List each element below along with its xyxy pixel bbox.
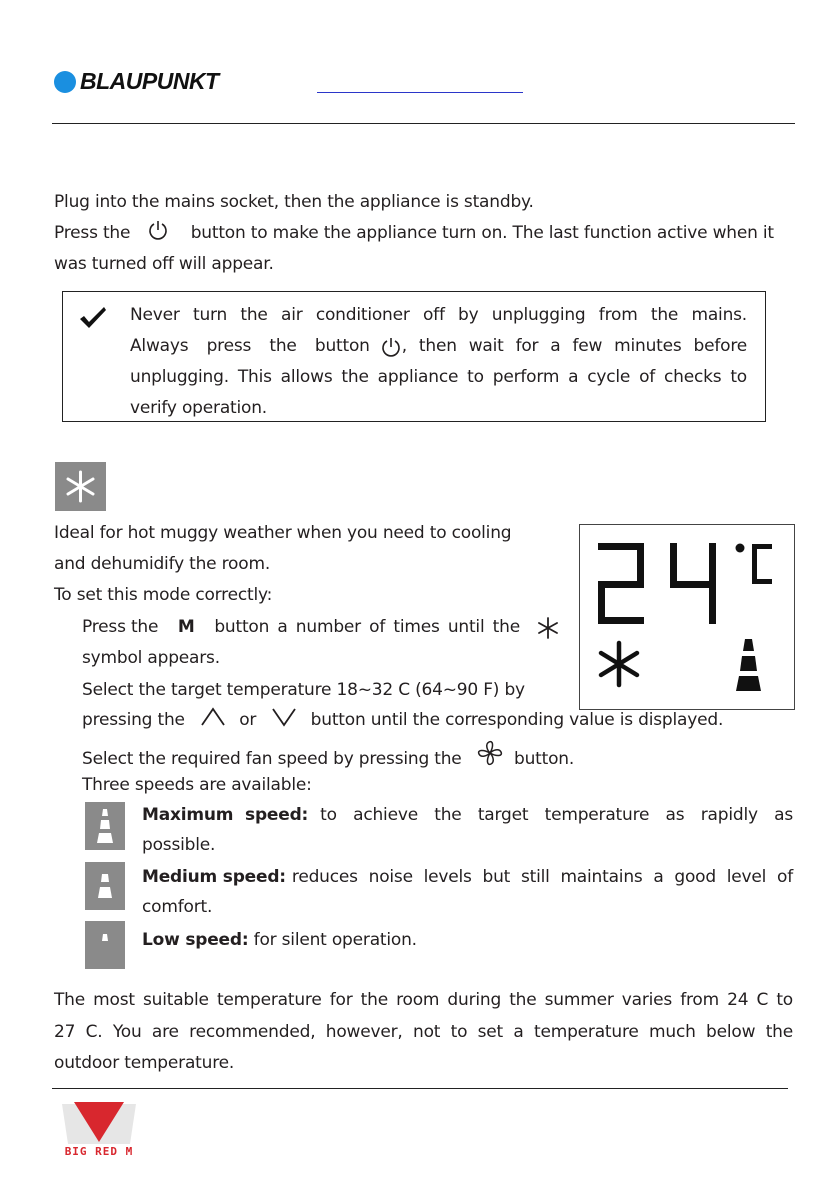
lcd-digit-4	[670, 543, 716, 624]
arrow-down-icon	[271, 707, 297, 727]
step-3-line: Select the required fan speed by pressing the button.	[82, 740, 574, 775]
m-key: M	[177, 617, 195, 637]
arrow-up-icon	[200, 707, 226, 727]
speed-maximum-line-2: possible.	[142, 835, 216, 855]
notice-line-2: Always press the button , then wait for a few minutes before	[130, 336, 747, 356]
degree-dot	[736, 544, 745, 553]
footer-logo-text: BIG RED M	[64, 1145, 134, 1158]
snowflake-icon	[538, 617, 558, 639]
step-1-line-1: Press the M button a number of times until the	[82, 612, 558, 643]
lcd-digit-2	[598, 543, 644, 624]
header-link-underline	[317, 92, 523, 93]
step-2-line-1: Select the target temperature 18~32 C (64~90 F) by	[82, 680, 525, 700]
power-icon	[147, 219, 169, 241]
footer-divider	[52, 1088, 788, 1089]
summer-line-3: outdoor temperature.	[54, 1053, 235, 1073]
brand-dot	[54, 71, 76, 93]
notice-line-3: unplugging. This allows the appliance to perform a cycle of checks to	[130, 367, 747, 387]
speed-medium-line-2: comfort.	[142, 897, 213, 917]
standby-line-1: Plug into the mains socket, then the appliance is standby.	[54, 192, 534, 212]
footer-logo	[60, 1100, 138, 1160]
step-1-line-2: symbol appears.	[82, 648, 220, 668]
snowflake-icon	[55, 462, 106, 511]
brand-name: BLAUPUNKT	[80, 68, 219, 94]
footer-logo-emblem	[60, 1100, 138, 1146]
standby-line-3: was turned off will appear.	[54, 254, 274, 274]
cooling-intro-2: and dehumidify the room.	[54, 554, 271, 574]
notice-box	[62, 291, 766, 422]
summer-line-2: 27 C. You are recommended, however, not to set a temperature much below the	[54, 1022, 793, 1042]
speed-medium-line-1: Medium speed: reduces noise levels but still maintains a good level of	[142, 867, 793, 887]
step-4-line: Three speeds are available:	[82, 775, 312, 795]
cooling-intro-3: To set this mode correctly:	[54, 585, 273, 605]
power-icon	[380, 336, 402, 358]
speed-low-line-1: Low speed: for silent operation.	[142, 930, 417, 950]
notice-line-4: verify operation.	[130, 398, 268, 418]
speed-icon-low	[85, 921, 125, 969]
lcd-display	[579, 524, 795, 710]
checkmark-icon	[78, 305, 108, 331]
cooling-mode-icon	[55, 462, 106, 511]
lcd-unit-c	[752, 544, 772, 584]
fan-icon	[477, 740, 503, 766]
speed-icon-maximum	[85, 802, 125, 850]
notice-line-1: Never turn the air conditioner off by unplugging from the mains.	[130, 305, 747, 325]
step-2-line-2: pressing the or button until the corresponding value is displayed.	[82, 705, 723, 736]
standby-line-2: Press the button to make the appliance turn on. The last function active when it	[54, 218, 774, 249]
summer-line-1: The most suitable temperature for the room during the summer varies from 24 C to	[54, 990, 793, 1010]
lcd-fan-speed-high	[736, 639, 761, 691]
speed-maximum-line-1: Maximum speed: to achieve the target temperature as rapidly as	[142, 805, 793, 825]
lcd-snowflake-icon	[601, 643, 637, 685]
cooling-intro-1: Ideal for hot muggy weather when you need to cooling	[54, 523, 512, 543]
header-divider	[52, 123, 795, 124]
speed-icon-medium	[85, 862, 125, 910]
